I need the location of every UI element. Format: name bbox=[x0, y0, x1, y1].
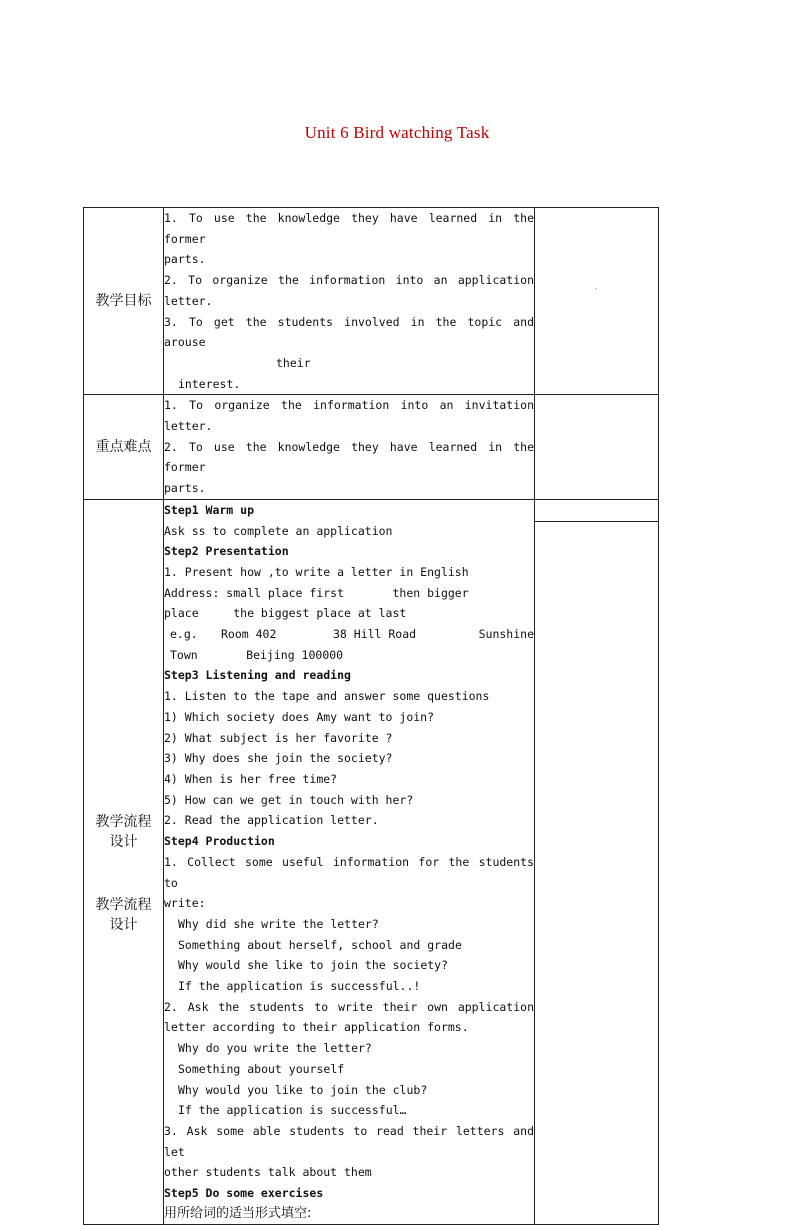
objectives-line: 3. To get the students involved in the topic and arouse bbox=[164, 314, 534, 350]
step-line: 3. Ask some able students to read their letters and let bbox=[164, 1123, 534, 1159]
step-line: Ask ss to complete an application bbox=[164, 523, 393, 538]
question-item: 5) How can we get in touch with her? bbox=[164, 792, 414, 807]
prompt-item: If the application is successful..! bbox=[178, 979, 421, 994]
step-line: 1. Collect some useful information for the students to bbox=[164, 854, 534, 890]
step-line: 2. Read the application letter. bbox=[164, 813, 379, 828]
lesson-plan-table bbox=[83, 207, 659, 1225]
key-points-line: 2. To use the knowledge they have learned in the former bbox=[164, 439, 534, 475]
procedure-notes-cell bbox=[535, 499, 659, 1225]
prompt-item: Why do you write the letter? bbox=[178, 1041, 372, 1056]
key-points-label: 重点难点 bbox=[84, 395, 164, 500]
step-title: Step1 Warm up bbox=[164, 502, 255, 517]
step-title: Step4 Production bbox=[164, 834, 275, 849]
step-line: 用所给词的适当形式填空: bbox=[164, 1205, 312, 1221]
address-example bbox=[164, 624, 534, 645]
step-line: Address: small place first then bigger bbox=[164, 585, 469, 600]
objectives-label: 教学目标 bbox=[84, 208, 164, 395]
step-line: 2. Ask the students to write their own application bbox=[164, 999, 534, 1014]
address-part: Room 402 bbox=[221, 627, 277, 642]
objectives-content bbox=[164, 208, 535, 395]
key-points-line: parts. bbox=[164, 481, 206, 496]
objectives-line: interest. bbox=[178, 376, 241, 391]
objectives-row bbox=[84, 208, 659, 395]
question-item: 4) When is her free time? bbox=[164, 771, 338, 786]
question-item: 1) Which society does Amy want to join? bbox=[164, 709, 435, 724]
step-title: Step3 Listening and reading bbox=[164, 668, 351, 683]
question-item: 2) What subject is her favorite ? bbox=[164, 730, 393, 745]
prompt-item: Why would you like to join the club? bbox=[178, 1082, 428, 1097]
prompt-item: If the application is successful… bbox=[178, 1103, 407, 1118]
step-line: 1. Listen to the tape and answer some questions bbox=[164, 689, 490, 704]
address-part: Sunshine bbox=[478, 627, 534, 642]
procedure-content bbox=[164, 499, 535, 1225]
notes-divider bbox=[535, 500, 658, 522]
step-line: letter according to their application forms. bbox=[164, 1020, 469, 1035]
objectives-line: their bbox=[276, 355, 311, 370]
procedure-row bbox=[84, 499, 659, 1225]
objectives-line: parts. bbox=[164, 252, 206, 267]
prompt-item: Why would she like to join the society? bbox=[178, 958, 449, 973]
step-line: Town Beijing 100000 bbox=[170, 647, 344, 662]
objectives-line: letter. bbox=[164, 293, 213, 308]
procedure-label-line: 教学流程 bbox=[95, 896, 152, 913]
step-line: other students talk about them bbox=[164, 1165, 372, 1180]
question-item: 3) Why does she join the society? bbox=[164, 751, 393, 766]
address-part: 38 Hill Road bbox=[333, 627, 417, 642]
address-part: e.g. bbox=[170, 627, 198, 642]
procedure-label-line: 教学流程 bbox=[95, 813, 152, 830]
objectives-line: 2. To organize the information into an application bbox=[164, 273, 534, 288]
procedure-label-line: 设计 bbox=[109, 833, 138, 850]
step-line: write: bbox=[164, 896, 206, 911]
objectives-line: 1. To use the knowledge they have learned in the former bbox=[164, 211, 534, 246]
step-line: 1. Present how ,to write a letter in English bbox=[164, 564, 469, 579]
procedure-label-line: 设计 bbox=[109, 916, 138, 933]
key-points-notes-cell bbox=[535, 395, 659, 500]
procedure-label bbox=[84, 499, 164, 1225]
key-points-row bbox=[84, 395, 659, 500]
objectives-notes-cell bbox=[535, 208, 659, 395]
step-line: place the biggest place at last bbox=[164, 606, 407, 621]
prompt-item: Something about herself, school and grade bbox=[178, 937, 462, 952]
step-title: Step2 Presentation bbox=[164, 544, 289, 559]
step-title: Step5 Do some exercises bbox=[164, 1186, 324, 1201]
stray-mark bbox=[596, 288, 597, 289]
page-title: Unit 6 Bird watching Task bbox=[304, 123, 490, 142]
prompt-item: Why did she write the letter? bbox=[178, 916, 379, 931]
key-points-line: 1. To organize the information into an invitation bbox=[164, 398, 534, 413]
prompt-item: Something about yourself bbox=[178, 1061, 345, 1076]
key-points-content bbox=[164, 395, 535, 500]
key-points-line: letter. bbox=[164, 419, 213, 434]
